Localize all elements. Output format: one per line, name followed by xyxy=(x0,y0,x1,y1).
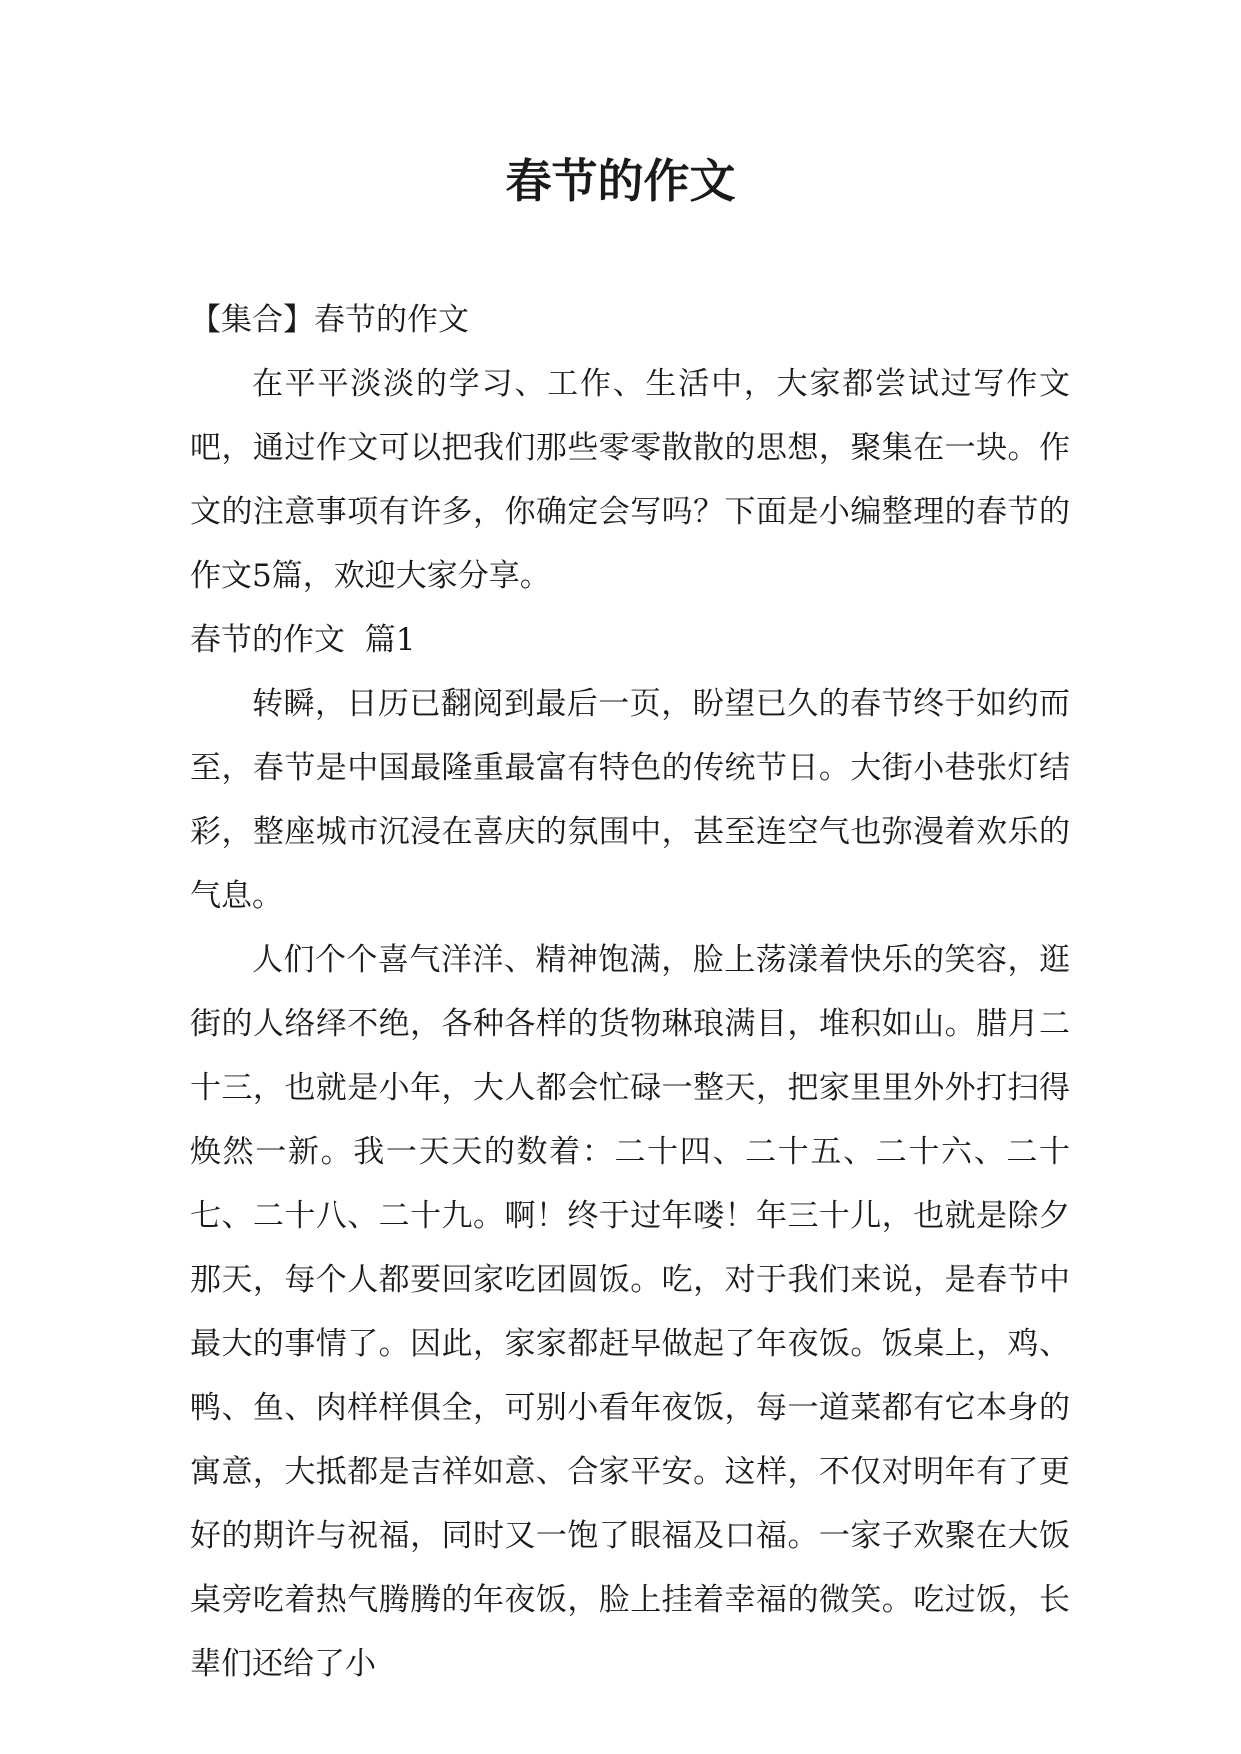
document-subtitle: 【集合】春节的作文 xyxy=(190,302,469,338)
body-paragraph: 人们个个喜气洋洋、精神饱满，脸上荡漾着快乐的笑容，逛街的人络绎不绝，各种各样的货物琳琅满目，堆积如山。腊月二十三，也就是小年，大人都会忙碌一整天，把家里里外外打扫得焕然一新。我一天天的数着：二十四、二十五、二十六、二十七、二十八、二十九。啊！终于过年喽！年三十儿，也就是除夕那天，每个人都要回家吃团圆饭。吃，对于我们来说，是春节中最大的事情了。因此，家家都赶早做起了年夜饭。饭桌上，鸡、鸭、鱼、肉样样俱全，可别小看年夜饭，每一道菜都有它本身的寓意，大抵都是吉祥如意、合家平安。这样，不仅对明年有了更好的期许与祝福，同时又一饱了眼福及口福。一家子欢聚在大饭桌旁吃着热气腾腾的年夜饭，脸上挂着幸福的微笑。吃过饭，长辈们还给了小 xyxy=(190,942,1070,1682)
intro-paragraph: 在平平淡淡的学习、工作、生活中，大家都尝试过写作文吧，通过作文可以把我们那些零零散散的思想，聚集在一块。作文的注意事项有许多，你确定会写吗？下面是小编整理的春节的作文5篇，欢迎大家分享。 xyxy=(190,366,1070,594)
document-body xyxy=(190,288,1070,1696)
body-paragraph: 转瞬，日历已翻阅到最后一页，盼望已久的春节终于如约而至，春节是中国最隆重最富有特色的传统节日。大街小巷张灯结彩，整座城市沉浸在喜庆的氛围中，甚至连空气也弥漫着欢乐的气息。 xyxy=(190,686,1070,914)
section-heading: 春节的作文 篇1 xyxy=(190,622,416,658)
document-title: 春节的作文 xyxy=(505,154,736,208)
